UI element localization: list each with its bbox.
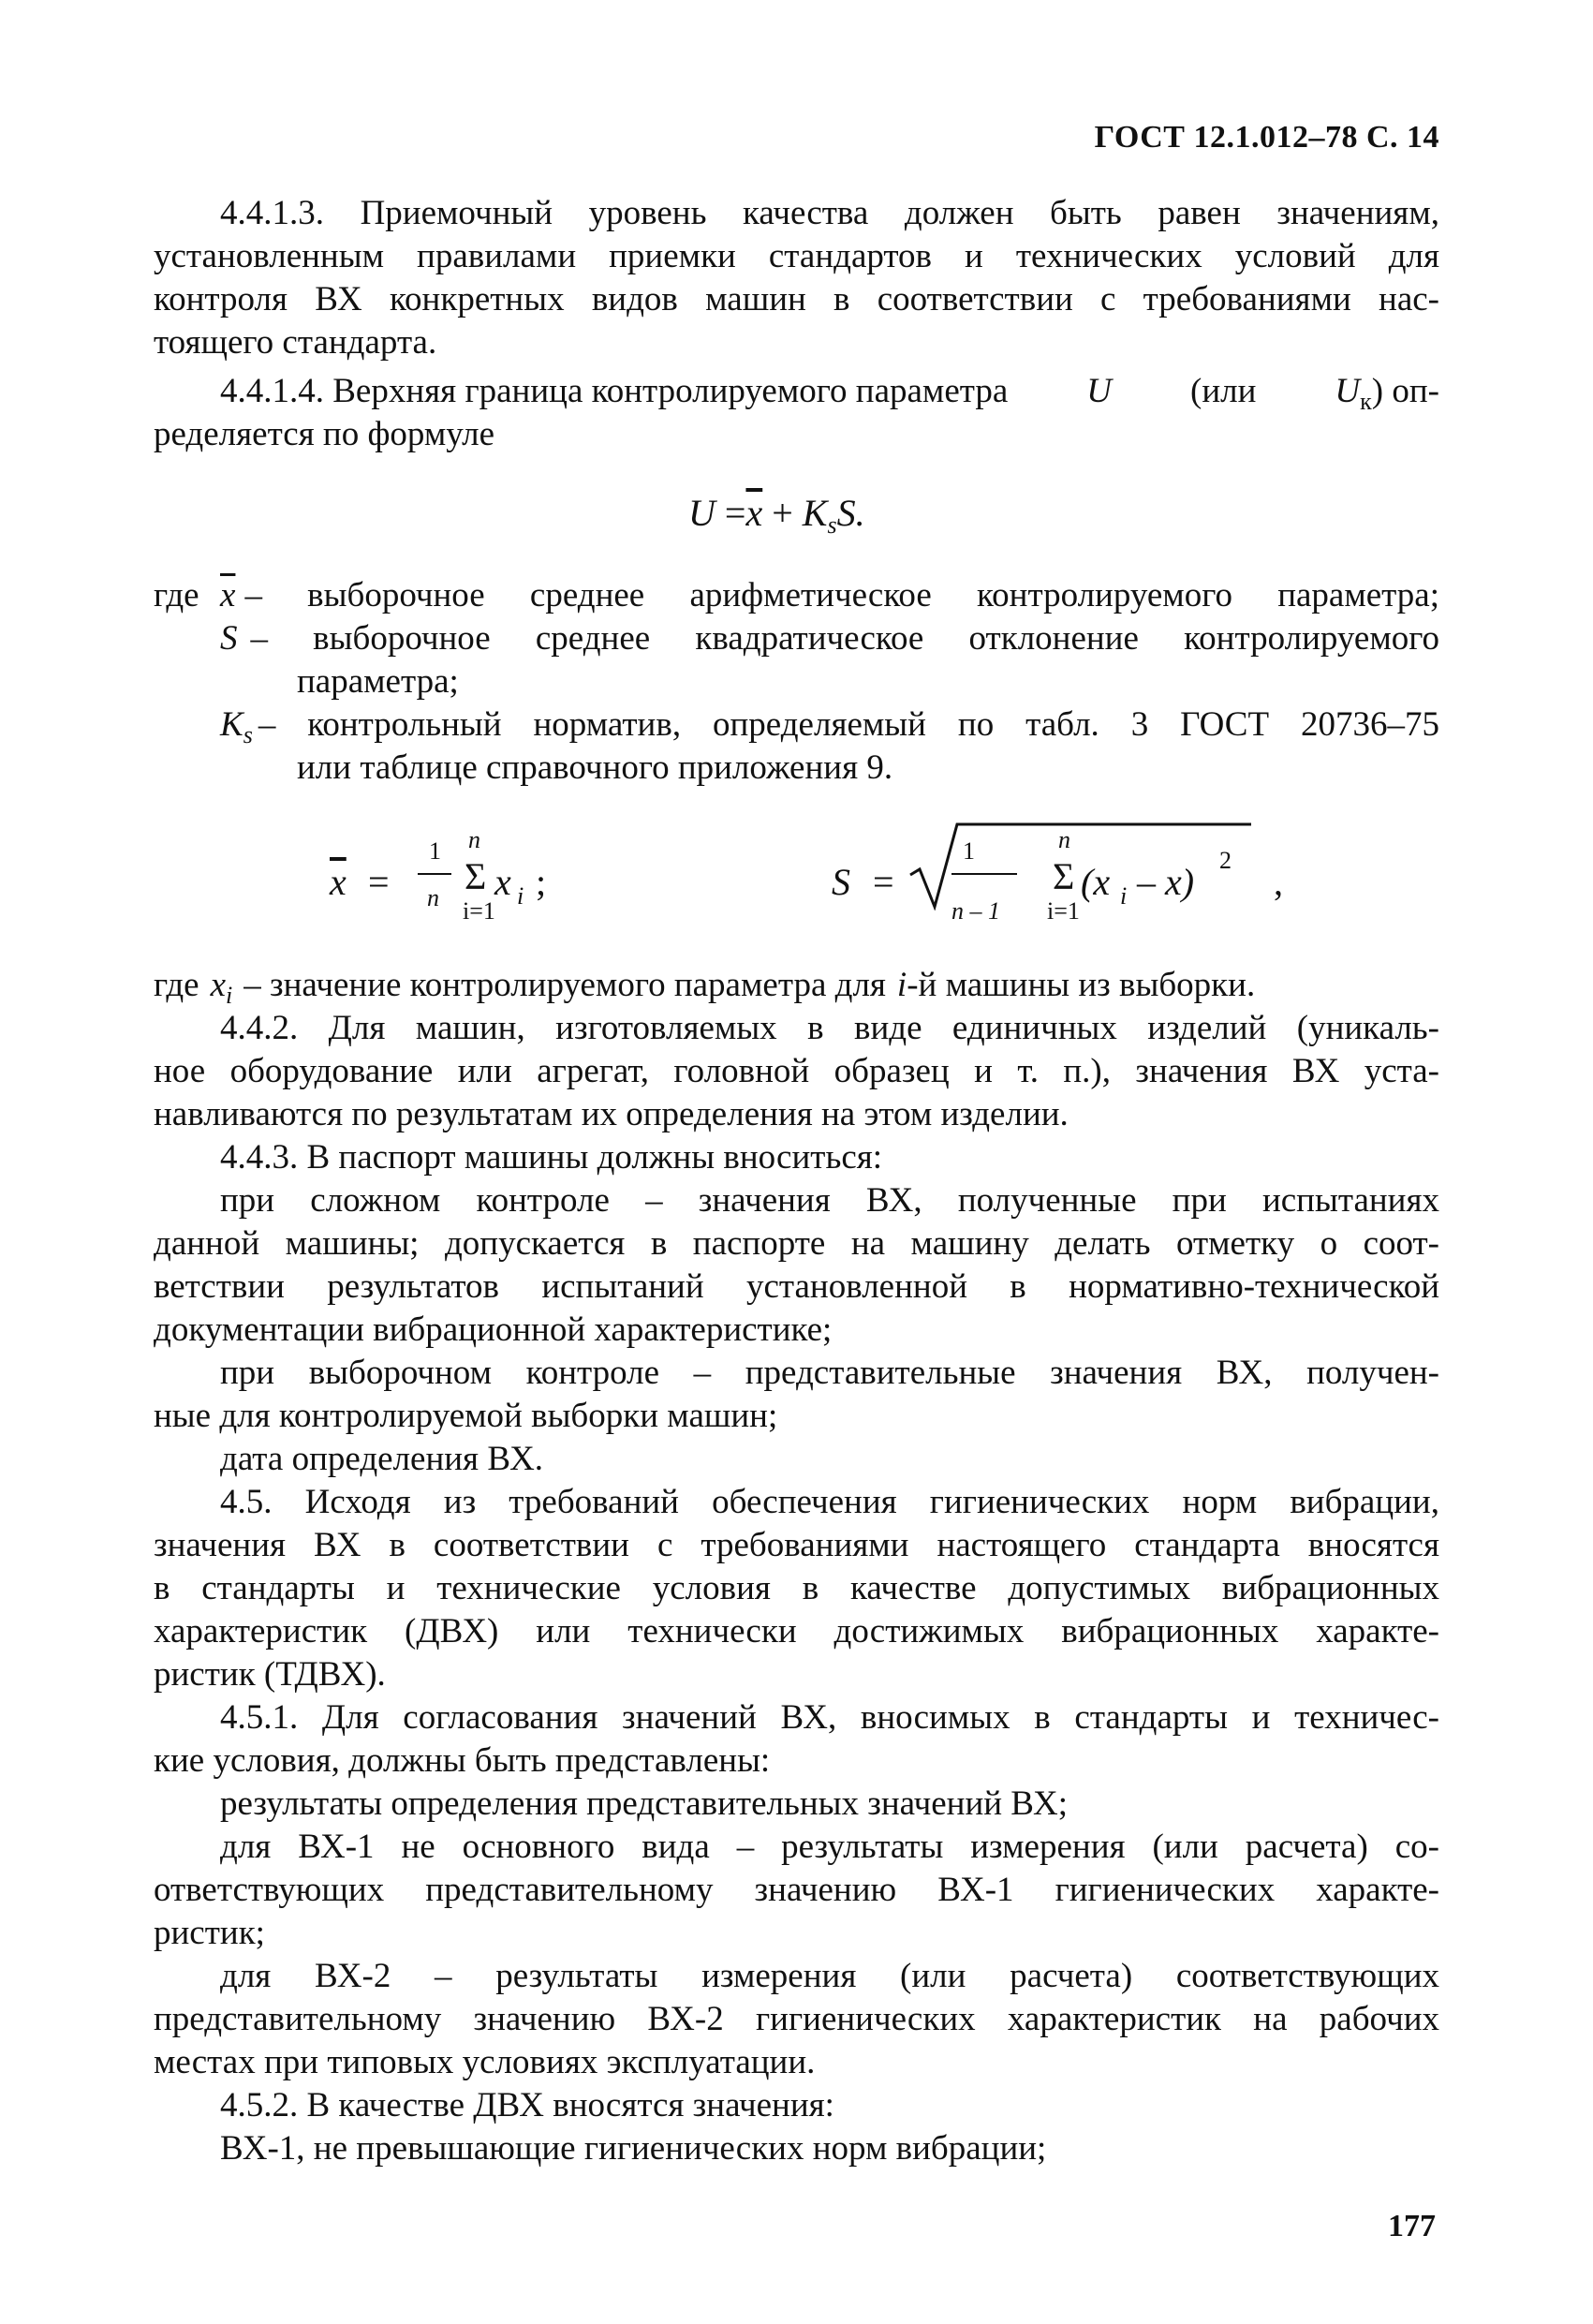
text-line: в стандарты и технические условия в качестве допустимых вибрационных	[154, 1569, 1439, 1607]
page-number: 177	[1388, 2209, 1436, 2243]
sum-upper-limit: n	[468, 826, 480, 853]
text-fragment: – контрольный норматив, определяемый по табл. 3 ГОСТ 20736–75	[258, 705, 1439, 744]
text-line: ответствующих представительному значению ВХ-1 гигиенических характе-	[154, 1871, 1439, 1909]
sum-sign: Σ	[1053, 855, 1075, 897]
text-line: навливаются по результатам их определения на этом изделии.	[154, 1095, 1069, 1133]
text-line: или таблице справочного приложения 9.	[297, 748, 893, 787]
formula-operator: =	[724, 492, 746, 534]
text-fragment: где	[154, 966, 199, 1004]
formula-punctuation: ;	[536, 861, 547, 903]
formula-symbol: x	[494, 861, 511, 903]
text-line: установленным правилами приемки стандартов и технических условий для	[154, 237, 1439, 275]
math-symbol: K	[220, 705, 243, 744]
formula-symbol: K	[802, 492, 828, 534]
formula-symbol: $\overline{x}$	[330, 861, 347, 903]
text-line: ристик (ТДВХ).	[154, 1655, 386, 1694]
math-symbol: S	[220, 619, 238, 658]
math-symbol: U	[1335, 372, 1361, 410]
formula-subscript: i	[1120, 882, 1128, 910]
text-line: параметра;	[297, 662, 459, 701]
text-line: контроля ВХ конкретных видов машин в соответствии с требованиями нас-	[154, 280, 1439, 318]
text-fragment: – выборочное среднее квадратическое отклонение контролируемого	[250, 619, 1439, 658]
text-line: представительному значению ВХ-2 гигиенических характеристик на рабочих	[154, 2000, 1439, 2038]
text-line: значения ВХ в соответствии с требованиями настоящего стандарта вносятся	[154, 1526, 1439, 1564]
text-line: для ВХ-1 не основного вида – результаты измерения (или расчета) со-	[220, 1828, 1439, 1866]
text-line: при сложном контроле – значения ВХ, полученные при испытаниях	[220, 1181, 1439, 1220]
text-line: ные для контролируемой выборки машин;	[154, 1397, 778, 1435]
formula-symbol: S.	[836, 492, 865, 534]
text-line: тоящего стандарта.	[154, 323, 437, 362]
text-fragment: – выборочное среднее арифметическое контролируемого параметра;	[244, 576, 1439, 614]
fraction-bar	[951, 873, 1017, 875]
sum-lower-limit: i=1	[463, 897, 495, 925]
math-subscript: i	[226, 982, 233, 1009]
text-line	[220, 575, 1439, 616]
math-symbol: x	[210, 966, 227, 1004]
formula-denominator: n – 1	[951, 897, 1000, 925]
math-symbol: $\overline{x}$	[220, 576, 236, 614]
text-line: характеристик (ДВХ) или технически достижимых вибрационных характе-	[154, 1612, 1439, 1650]
formula-subscript: s	[827, 511, 837, 539]
text-line: 4.5. Исходя из требований обеспечения гигиенических норм вибрации,	[220, 1483, 1439, 1521]
formula-operator: =	[873, 861, 894, 903]
fraction-bar	[418, 873, 451, 875]
formula-numerator: 1	[963, 837, 975, 865]
text-line: результаты определения представительных значений ВХ;	[220, 1784, 1069, 1823]
text-line: документации вибрационной характеристике;	[154, 1310, 833, 1349]
text-line: ВХ-1, не превышающие гигиенических норм вибрации;	[220, 2129, 1047, 2168]
text-line: данной машины; допускается в паспорте на машину делать отметку о соот-	[154, 1224, 1439, 1263]
square-root-sign	[908, 817, 1251, 910]
math-symbol: U	[1086, 372, 1113, 410]
formula-operator: =	[368, 861, 390, 903]
formula-punctuation: ,	[1274, 861, 1283, 903]
text-line: 4.4.2. Для машин, изготовляемых в виде единичных изделий (уникаль-	[220, 1009, 1439, 1047]
text-line: 4.4.1.3. Приемочный уровень качества должен быть равен значениям,	[220, 194, 1439, 232]
math-symbol: i	[896, 966, 907, 1004]
text-line: 4.5.1. Для согласования значений ВХ, вносимых в стандарты и техничес-	[220, 1698, 1439, 1737]
text-line: ристик;	[154, 1914, 265, 1952]
text-fragment: где	[154, 576, 199, 614]
formula-symbol: – x)	[1137, 861, 1195, 903]
formula-symbol: U	[688, 492, 715, 534]
formula-exponent: 2	[1219, 847, 1232, 874]
text-line: ределяется по формуле	[154, 415, 495, 453]
formula-subscript: i	[517, 882, 524, 910]
text-line: ное оборудование или агрегат, головной образец и т. п.), значения ВХ уста-	[154, 1052, 1439, 1090]
text-fragment: (или	[1190, 372, 1257, 410]
sum-lower-limit: i=1	[1047, 897, 1080, 925]
text-line: 4.4.3. В паспорт машины должны вноситься:	[220, 1138, 883, 1177]
sum-sign: Σ	[465, 855, 487, 897]
page-header: ГОСТ 12.1.012–78 С. 14	[1094, 120, 1439, 155]
text-fragment: – значение контролируемого параметра для	[243, 966, 886, 1004]
formula-denominator: n	[427, 884, 439, 911]
text-line: кие условия, должны быть представлены:	[154, 1741, 771, 1780]
text-fragment: -й машины из выборки.	[907, 966, 1256, 1004]
math-subscript: к	[1360, 388, 1372, 415]
text-line: 4.5.2. В качестве ДВХ вносятся значения:	[220, 2086, 834, 2124]
formula-operator: +	[772, 492, 793, 534]
sum-upper-limit: n	[1058, 826, 1070, 853]
math-subscript: s	[243, 721, 253, 748]
formula-numerator: 1	[429, 837, 441, 865]
formula-symbol: $\overline{x}$	[745, 492, 763, 534]
text-line: для ВХ-2 – результаты измерения (или расчета) соответствующих	[220, 1957, 1439, 1995]
formula-symbol: S	[832, 861, 850, 903]
text-line: местах при типовых условиях эксплуатации.	[154, 2043, 816, 2081]
formula-symbol: (x	[1081, 861, 1111, 903]
formula-upper-limit	[688, 491, 865, 540]
text-line: ветствии результатов испытаний установленной в нормативно-технической	[154, 1267, 1439, 1306]
text-line: при выборочном контроле – представительные значения ВХ, получен-	[220, 1354, 1439, 1392]
text-fragment: 4.4.1.4. Верхняя граница контролируемого параметра	[220, 372, 1009, 410]
text-line	[220, 618, 1439, 659]
text-line: дата определения ВХ.	[220, 1440, 544, 1478]
text-fragment: ) оп-	[1371, 372, 1439, 410]
